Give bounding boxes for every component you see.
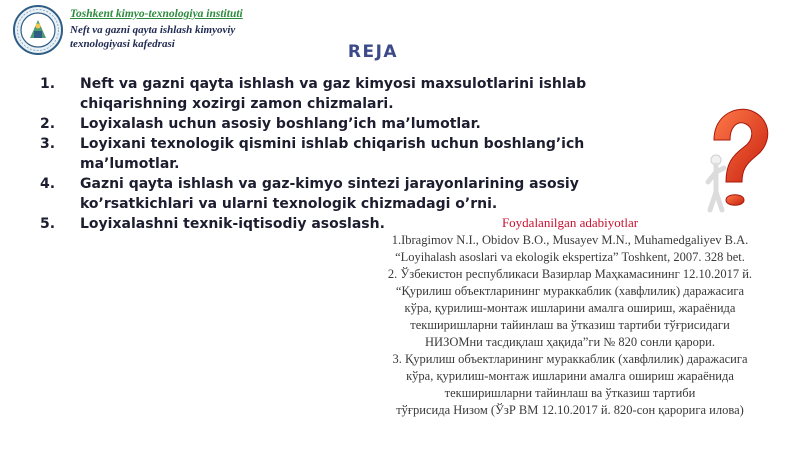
reference-line: 2. Ўзбекистон республикаси Вазирлар Маҳкамасининг 12.10.2017 й. <box>387 267 753 281</box>
plan-item <box>40 74 680 114</box>
references-block <box>360 214 780 419</box>
plan-item-text: Loyixani texnologik qismini ishlab chiqarish uchun boshlang’ich ma’lumotlar. <box>80 136 585 172</box>
plan-item-number: 1. <box>40 76 56 92</box>
reference-line: 3. Қурилиш объектларининг мураккаблик (хавфлилик) даражасига <box>392 352 748 366</box>
institute-name: Toshkent kimyo-texnologiya instituti <box>70 8 243 20</box>
plan-list <box>40 74 680 234</box>
plan-item-text: Neft va gazni qayta ishlash va gaz kimyosi maxsulotlarini ishlab chiqarishning xozirgi zamon chizmalari. <box>80 76 587 112</box>
reference-line: текширишларни тайинлаш ва ўтказиш тартиби <box>444 386 696 400</box>
question-mark-icon <box>692 100 782 220</box>
plan-item-number: 3. <box>40 136 56 152</box>
plan-item <box>40 134 680 174</box>
plan-item-text: Loyixalash uchun asosiy boshlang’ich ma’lumotlar. <box>80 116 481 132</box>
reference-line: тўғрисида Низом (ЎзР ВМ 12.10.2017 й. 820-сон қарорига илова) <box>396 403 744 417</box>
department-line: texnologiyasi kafedrasi <box>70 38 175 50</box>
plan-item-number: 5. <box>40 216 56 232</box>
reference-line: кўра, қурилиш-монтаж ишларини амалга ошириш, жараёнида <box>404 301 736 315</box>
reference-line: кўра, қурилиш-монтаж ишларини амалга ошириш жараёнида <box>406 369 734 383</box>
reference-line: “Loyihalash asoslari va ekologik ekspertiza” Toshkent, 2007. 328 bet. <box>395 250 745 264</box>
plan-item-text: Gazni qayta ishlash va gaz-kimyo sintezi jarayonlarining asosiy ko’rsatkichlari va ularni texnologik chizmadagi o’rni. <box>80 176 579 212</box>
reference-line: НИЗОМни тасдиқлаш ҳақида”ги № 820 сонли қарори. <box>425 335 715 349</box>
plan-item-number: 2. <box>40 116 56 132</box>
department-line: Neft va gazni qayta ishlash kimyoviy <box>70 24 236 36</box>
plan-item-number: 4. <box>40 176 56 192</box>
plan-item-text: Loyixalashni texnik-iqtisodiy asoslash. <box>80 216 385 232</box>
reference-line: 1.Ibragimov N.I., Obidov B.O., Musayev M.N., Muhamedgaliyev B.A. <box>391 233 749 247</box>
references-heading: Foydalanilgan adabiyotlar <box>501 215 639 230</box>
reference-line: текширишларни тайинлаш ва ўтказиш тартиби тўғрисидаги <box>410 318 730 332</box>
plan-item <box>40 174 680 214</box>
reference-line: “Қурилиш объектларининг мураккаблик (хавфлилик) даражасига <box>395 284 745 298</box>
page-title: REJA <box>347 42 399 62</box>
plan-item <box>40 114 680 134</box>
